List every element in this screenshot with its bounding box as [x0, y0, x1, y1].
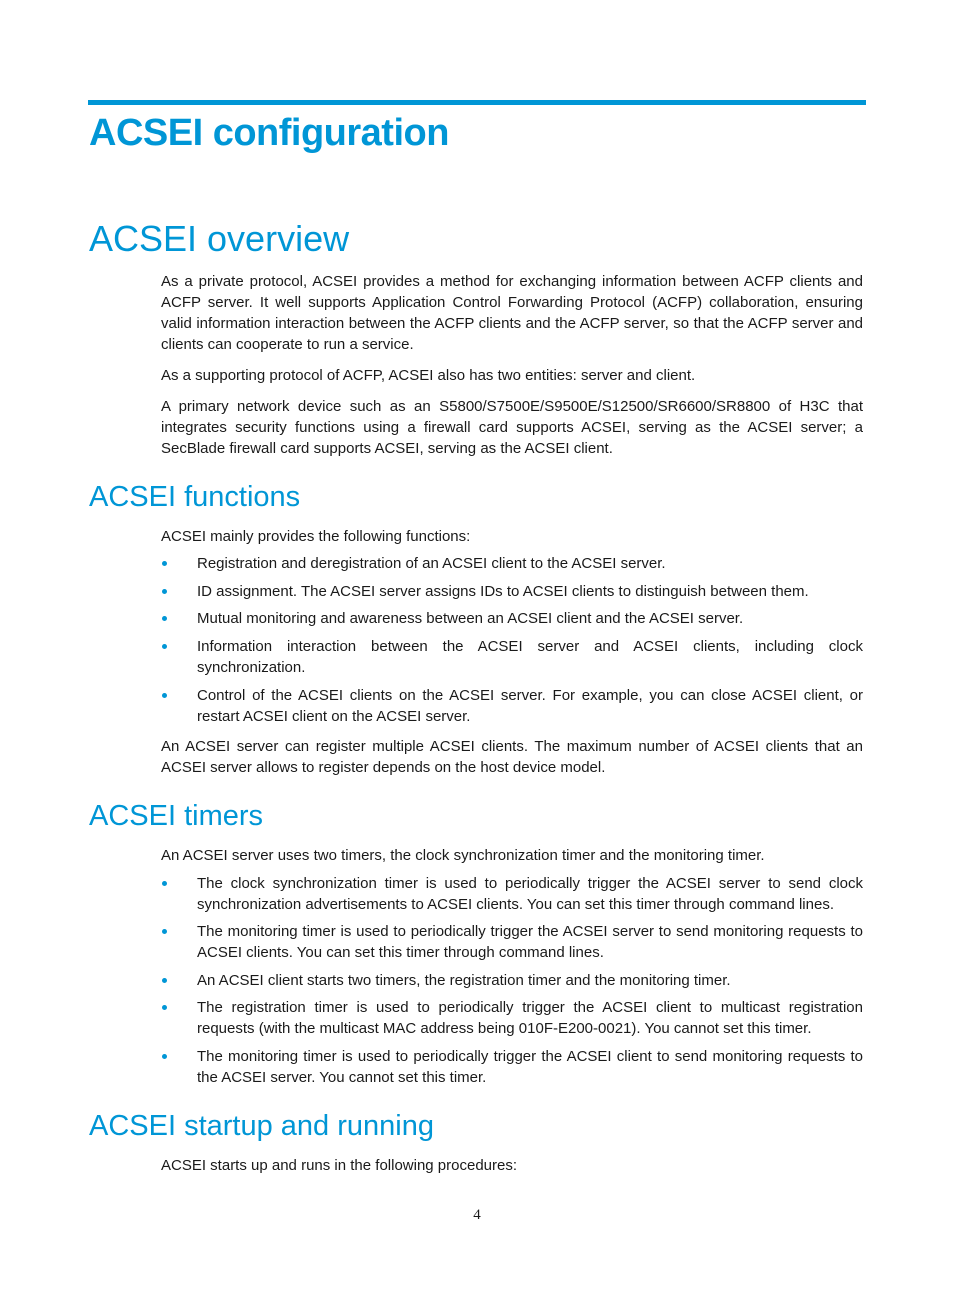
list-item-text: Control of the ACSEI clients on the ACSEI server. For example, you can close ACSEI client, or restart ACSEI client on the ACSEI server.: [197, 687, 863, 725]
list-item-text: The monitoring timer is used to periodically trigger the ACSEI server to send monitoring requests to ACSEI clients. You can set this timer through command lines.: [197, 923, 863, 961]
list-item-text: An ACSEI client starts two timers, the registration timer and the monitoring timer.: [197, 972, 731, 989]
section-heading-timers: ACSEI timers: [89, 800, 264, 832]
section-heading-startup: ACSEI startup and running: [89, 1110, 434, 1142]
functions-intro: ACSEI mainly provides the following functions:: [161, 528, 471, 545]
bullet-icon: [162, 881, 167, 886]
list-item-text: Mutual monitoring and awareness between an ACSEI client and the ACSEI server.: [197, 610, 744, 627]
list-item-text: Registration and deregistration of an ACSEI client to the ACSEI server.: [197, 555, 666, 572]
overview-paragraph-2: As a supporting protocol of ACFP, ACSEI also has two entities: server and client.: [161, 367, 696, 384]
list-item-text: Information interaction between the ACSEI server and ACSEI clients, including clock synchronization.: [197, 638, 863, 676]
list-item-text: The clock synchronization timer is used to periodically trigger the ACSEI server to send clock synchronization advertisements to ACSEI clients. You can set this timer through command lines.: [197, 875, 863, 913]
chapter-top-rule: [88, 100, 866, 105]
bullet-icon: [162, 978, 167, 983]
startup-intro: ACSEI starts up and runs in the following procedures:: [161, 1157, 518, 1174]
bullet-icon: [162, 1054, 167, 1059]
bullet-icon: [162, 693, 167, 698]
bullet-icon: [162, 589, 167, 594]
page-number: 4: [473, 1207, 481, 1223]
functions-outro: An ACSEI server can register multiple ACSEI clients. The maximum number of ACSEI clients that an ACSEI server allows to register depends on the host device model.: [161, 738, 863, 776]
list-item-text: The registration timer is used to periodically trigger the ACSEI client to multicast registration requests (with the multicast MAC address being 010F-E200-0021). You cannot set this timer.: [197, 999, 863, 1037]
section-heading-functions: ACSEI functions: [89, 481, 301, 513]
overview-paragraph-1: As a private protocol, ACSEI provides a method for exchanging information between ACFP clients and ACFP server. It well supports Application Control Forwarding Protocol (ACFP) collaboration, ensuring valid information interaction between the ACFP clients and the ACFP server, so that the ACFP server and clients can cooperate to run a service.: [161, 273, 863, 353]
overview-paragraph-3: A primary network device such as an S5800/S7500E/S9500E/S12500/SR6600/SR8800 of H3C that integrates security functions using a firewall card supports ACSEI, serving as the ACSEI server; a SecBlade firewall card supports ACSEI, serving as the ACSEI client.: [161, 398, 863, 457]
bullet-icon: [162, 644, 167, 649]
bullet-icon: [162, 616, 167, 621]
list-item-text: ID assignment. The ACSEI server assigns IDs to ACSEI clients to distinguish between them.: [197, 583, 809, 600]
list-item-text: The monitoring timer is used to periodically trigger the ACSEI client to send monitoring requests to the ACSEI server. You cannot set this timer.: [197, 1048, 863, 1086]
bullet-icon: [162, 1005, 167, 1010]
bullet-icon: [162, 929, 167, 934]
section-heading-overview: ACSEI overview: [89, 218, 350, 259]
timers-intro: An ACSEI server uses two timers, the clock synchronization timer and the monitoring timer.: [161, 847, 765, 864]
bullet-icon: [162, 561, 167, 566]
chapter-title: ACSEI configuration: [89, 112, 449, 154]
